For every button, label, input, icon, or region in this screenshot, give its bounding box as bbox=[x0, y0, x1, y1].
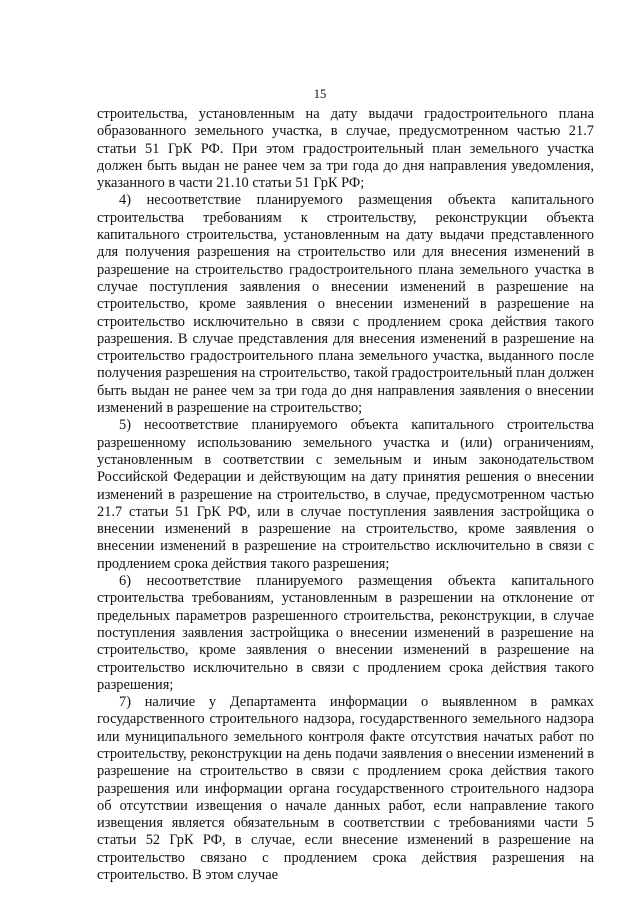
paragraph-continuation: строительства, установленным на дату выдачи градостроительного плана образованного земельного участка, в случае, предусмотренном частью 21.7 статьи 51 ГрК РФ. При этом градостроительный план земельного участка должен быть выдан не ранее чем за три года до дня направления уведомления, указанного в части 21.10 статьи 51 ГрК РФ; bbox=[97, 106, 594, 192]
document-body bbox=[97, 106, 594, 884]
paragraph-item-7: 7) наличие у Департамента информации о выявленном в рамках государственного строительного надзора, государственного земельного надзора или муниципального земельного контроля факте отсутствия начатых работ по строительству, реконструкции на день подачи заявления о внесении изменений в разрешение на строительство в связи с продлением срока действия такого разрешения или информации органа государственного строительного надзора об отсутствии извещения о начале данных работ, если направление такого извещения является обязательным в соответствии с требованиями части 5 статьи 52 ГрК РФ, в случае, если внесение изменений в разрешение на строительство связано с продлением срока действия разрешения на строительство. В этом случае bbox=[97, 694, 594, 884]
paragraph-item-4: 4) несоответствие планируемого размещения объекта капитального строительства требованиям к строительству, реконструкции объекта капитального строительства, установленным на дату выдачи представленного для получения разрешения на строительство или для внесения изменений в разрешение на строительство градостроительного плана земельного участка в случае поступления заявления о внесении изменений в разрешение на строительство, кроме заявления о внесении изменений в разрешение на строительство исключительно в связи с продлением срока действия такого разрешения. В случае представления для внесения изменений в разрешение на строительство градостроительного плана земельного участка, выданного после получения разрешения на строительство, такой градостроительный план должен быть выдан не ранее чем за три года до дня направления заявления о внесении изменений в разрешение на строительство; bbox=[97, 192, 594, 417]
page-number: 15 bbox=[313, 87, 327, 101]
paragraph-item-6: 6) несоответствие планируемого размещения объекта капитального строительства требованиям, установленным в разрешении на отклонение от предельных параметров разрешенного строительства, реконструкции, в случае поступления заявления застройщика о внесении изменений в разрешение на строительство, кроме заявления о внесении изменений в разрешение на строительство исключительно в связи с продлением срока действия такого разрешения; bbox=[97, 573, 594, 693]
paragraph-item-5: 5) несоответствие планируемого объекта капитального строительства разрешенному использованию земельного участка и (или) ограничениям, установленным в соответствии с земельным и иным законодательством Российской Федерации и действующим на дату принятия решения о внесении изменений в разрешение на строительство, в случае, предусмотренном частью 21.7 статьи 51 ГрК РФ, или в случае поступления заявления застройщика о внесении изменений в разрешение на строительство, кроме заявления о внесении изменений в разрешение на строительство исключительно в связи с продлением срока действия такого разрешения; bbox=[97, 417, 594, 572]
